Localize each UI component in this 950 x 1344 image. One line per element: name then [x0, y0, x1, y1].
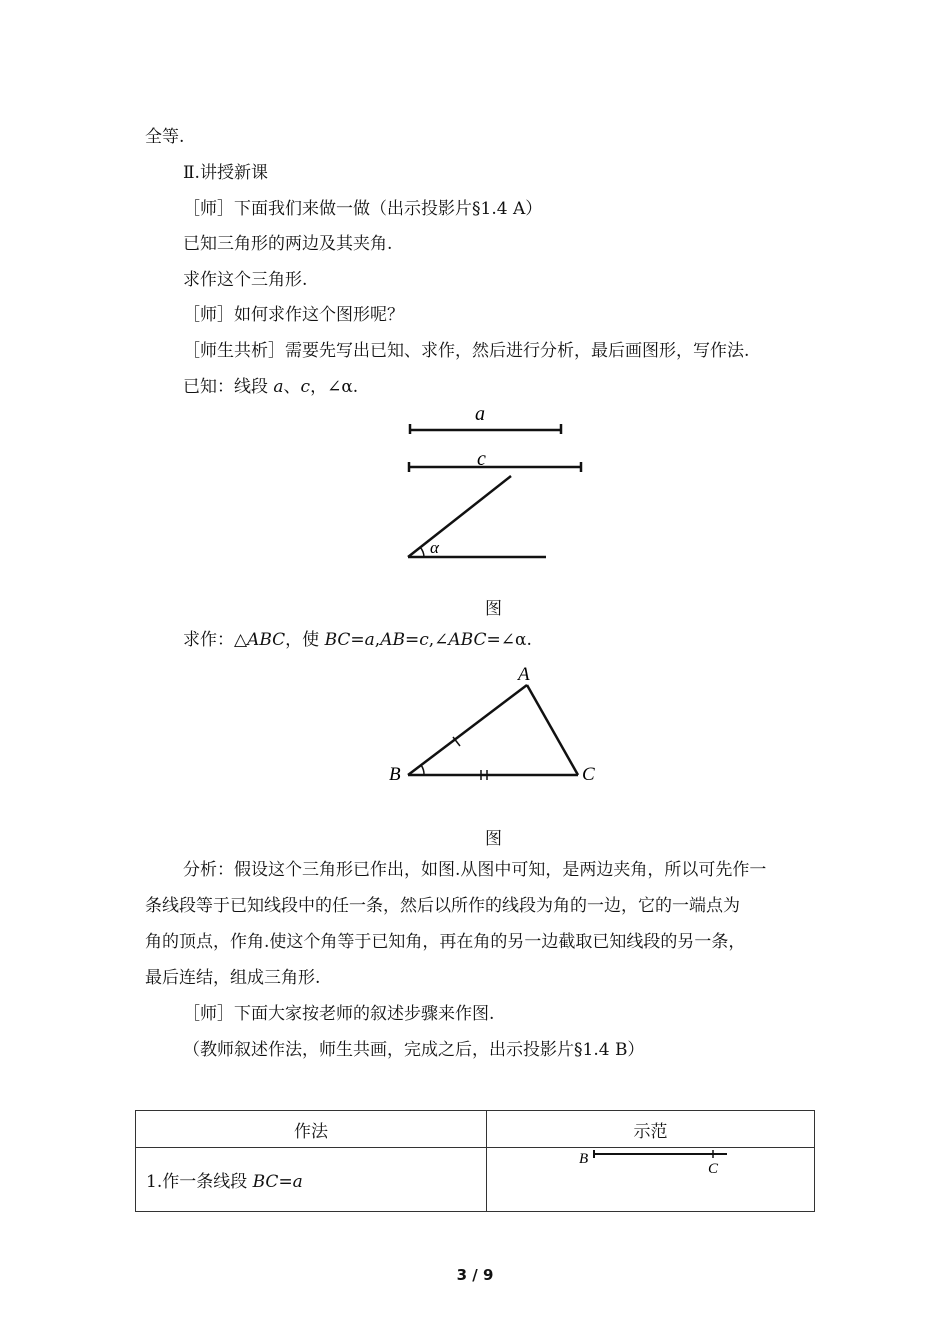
triangle-name: ABC — [247, 630, 286, 650]
comma-1: , — [374, 630, 381, 650]
table-header-row — [136, 1111, 815, 1148]
joint-analysis: ［师生共析］需要先写出已知、求作，然后进行分析，最后画图形，写作法. — [183, 341, 750, 361]
construction-steps-table — [135, 1110, 815, 1212]
teacher-question: ［师］如何求作这个图形呢？ — [183, 305, 404, 325]
vertex-a-label: A — [518, 664, 530, 685]
step-1-text — [136, 1148, 487, 1212]
angle-b-arc — [421, 765, 424, 775]
header-demo: 示范 — [487, 1111, 815, 1148]
step-1-prefix: 1.作一条线段 — [146, 1172, 253, 1192]
step-1-formula: BC=a — [252, 1172, 303, 1192]
side-ac — [527, 685, 578, 775]
section-heading: Ⅱ.讲授新课 — [183, 163, 268, 183]
condition-ab: AB=c — [380, 630, 429, 650]
label-alpha: α — [430, 538, 439, 557]
demo-label-c: C — [708, 1161, 719, 1177]
condition-bc: BC=a — [324, 630, 375, 650]
paragraph-continuation: 全等. — [145, 127, 185, 147]
analysis-line-2: 条线段等于已知线段中的任一条，然后以所作的线段为角的一边，它的一端点为 — [145, 896, 740, 916]
analysis-line-4: 最后连结，组成三角形. — [145, 968, 321, 988]
vertex-c-label: C — [582, 764, 595, 785]
label-a: a — [475, 403, 485, 425]
known-prefix: 已知：线段 — [183, 377, 274, 397]
comma-2: ,∠ — [428, 630, 449, 650]
given-statement: 已知三角形的两边及其夹角. — [183, 234, 393, 254]
label-c: c — [477, 448, 486, 470]
vertex-b-label: B — [389, 764, 401, 785]
angle-name: ABC — [448, 630, 487, 650]
known-sep: 、 — [283, 377, 301, 397]
demo-label-b: B — [579, 1151, 589, 1167]
side-ba — [408, 685, 527, 775]
page-number: 3 / 9 — [456, 1266, 494, 1284]
known-rest: ，∠α. — [310, 377, 359, 397]
analysis-line-3: 角的顶点，作角.使这个角等于已知角，再在角的另一边截取已知线段的另一条， — [145, 932, 746, 952]
construct-end: =∠α. — [486, 630, 532, 650]
figure1-caption: 图 — [485, 599, 502, 619]
construct-mid: ，使 — [285, 630, 325, 650]
var-c: c — [300, 377, 311, 397]
construct-prefix: 求作：△ — [183, 630, 248, 650]
table-row — [136, 1148, 815, 1212]
task-statement: 求作这个三角形. — [183, 270, 308, 290]
var-a: a — [273, 377, 284, 397]
step-1-demo-figure — [487, 1148, 817, 1209]
step-1-demo — [487, 1148, 815, 1212]
header-method: 作法 — [136, 1111, 487, 1148]
figure2-caption: 图 — [485, 829, 502, 849]
teacher-line-3: （教师叙述作法，师生共画，完成之后，出示投影片§1.4 B） — [183, 1040, 645, 1060]
analysis-line-1: 分析：假设这个三角形已作出，如图.从图中可知，是两边夹角，所以可先作一 — [183, 860, 767, 880]
teacher-line-1: ［师］下面我们来做一做（出示投影片§1.4 A） — [183, 199, 543, 219]
teacher-line-2: ［师］下面大家按老师的叙述步骤来作图. — [183, 1004, 495, 1024]
